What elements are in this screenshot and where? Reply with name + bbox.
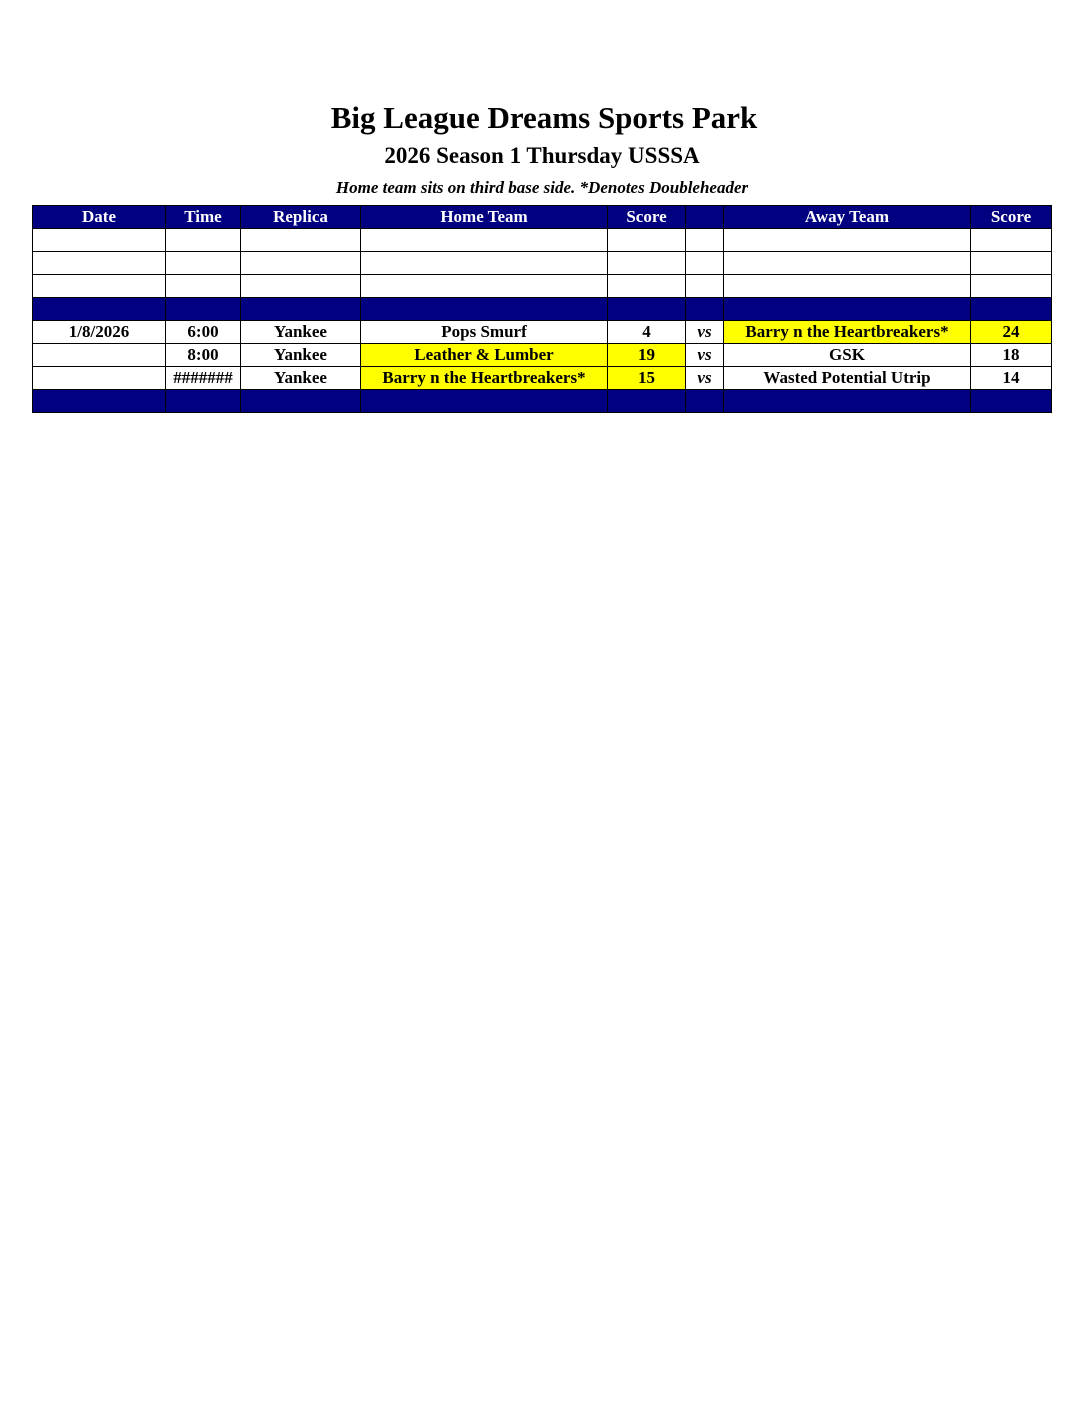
empty-cell — [608, 275, 686, 298]
away-team: GSK — [724, 344, 971, 367]
band-cell — [608, 298, 686, 321]
empty-cell — [971, 229, 1052, 252]
game-row — [33, 321, 1052, 344]
empty-row — [33, 229, 1052, 252]
doubleheader-note: Home team sits on third base side. *Denotes Doubleheader — [335, 178, 749, 197]
separator-band-row — [33, 298, 1052, 321]
col-header-home-score: Score — [608, 206, 686, 229]
band-cell — [724, 390, 971, 413]
home-team: Leather & Lumber — [361, 344, 608, 367]
empty-cell — [361, 229, 608, 252]
page-subtitle: 2026 Season 1 Thursday USSSA — [384, 143, 700, 168]
header-row — [33, 206, 1052, 229]
empty-cell — [241, 252, 361, 275]
empty-cell — [166, 275, 241, 298]
game-time: ####### — [166, 367, 241, 390]
page-title: Big League Dreams Sports Park — [330, 100, 758, 135]
empty-cell — [241, 229, 361, 252]
band-cell — [241, 298, 361, 321]
col-header-replica: Replica — [241, 206, 361, 229]
band-cell — [361, 390, 608, 413]
band-cell — [166, 298, 241, 321]
empty-cell — [361, 252, 608, 275]
game-time: 6:00 — [166, 321, 241, 344]
empty-cell — [361, 275, 608, 298]
home-score: 19 — [608, 344, 686, 367]
band-cell — [608, 390, 686, 413]
home-score: 15 — [608, 367, 686, 390]
empty-row — [33, 252, 1052, 275]
col-header-away-team: Away Team — [724, 206, 971, 229]
empty-cell — [166, 252, 241, 275]
empty-cell — [33, 252, 166, 275]
empty-cell — [166, 229, 241, 252]
schedule-table — [32, 205, 1052, 413]
game-date — [33, 367, 166, 390]
band-cell — [33, 298, 166, 321]
empty-cell — [686, 252, 724, 275]
empty-cell — [724, 229, 971, 252]
col-header-date: Date — [33, 206, 166, 229]
game-date — [33, 344, 166, 367]
vs-label: vs — [686, 344, 724, 367]
empty-cell — [686, 229, 724, 252]
band-cell — [971, 390, 1052, 413]
away-team: Wasted Potential Utrip — [724, 367, 971, 390]
empty-cell — [724, 252, 971, 275]
col-header-vs — [686, 206, 724, 229]
band-cell — [686, 298, 724, 321]
game-row — [33, 367, 1052, 390]
band-cell — [724, 298, 971, 321]
empty-cell — [241, 275, 361, 298]
away-score: 24 — [971, 321, 1052, 344]
game-replica: Yankee — [241, 321, 361, 344]
col-header-home-team: Home Team — [361, 206, 608, 229]
game-row — [33, 344, 1052, 367]
band-cell — [971, 298, 1052, 321]
away-score: 18 — [971, 344, 1052, 367]
game-time: 8:00 — [166, 344, 241, 367]
col-header-time: Time — [166, 206, 241, 229]
empty-cell — [971, 252, 1052, 275]
empty-cell — [686, 275, 724, 298]
band-cell — [686, 390, 724, 413]
empty-cell — [724, 275, 971, 298]
vs-label: vs — [686, 367, 724, 390]
empty-cell — [608, 229, 686, 252]
band-cell — [361, 298, 608, 321]
vs-label: vs — [686, 321, 724, 344]
empty-cell — [971, 275, 1052, 298]
band-cell — [241, 390, 361, 413]
separator-band-row — [33, 390, 1052, 413]
away-score: 14 — [971, 367, 1052, 390]
empty-cell — [608, 252, 686, 275]
band-cell — [166, 390, 241, 413]
away-team: Barry n the Heartbreakers* — [724, 321, 971, 344]
band-cell — [33, 390, 166, 413]
empty-cell — [33, 275, 166, 298]
game-date: 1/8/2026 — [33, 321, 166, 344]
empty-row — [33, 275, 1052, 298]
empty-cell — [33, 229, 166, 252]
home-score: 4 — [608, 321, 686, 344]
home-team: Pops Smurf — [361, 321, 608, 344]
game-replica: Yankee — [241, 367, 361, 390]
col-header-away-score: Score — [971, 206, 1052, 229]
game-replica: Yankee — [241, 344, 361, 367]
home-team: Barry n the Heartbreakers* — [361, 367, 608, 390]
